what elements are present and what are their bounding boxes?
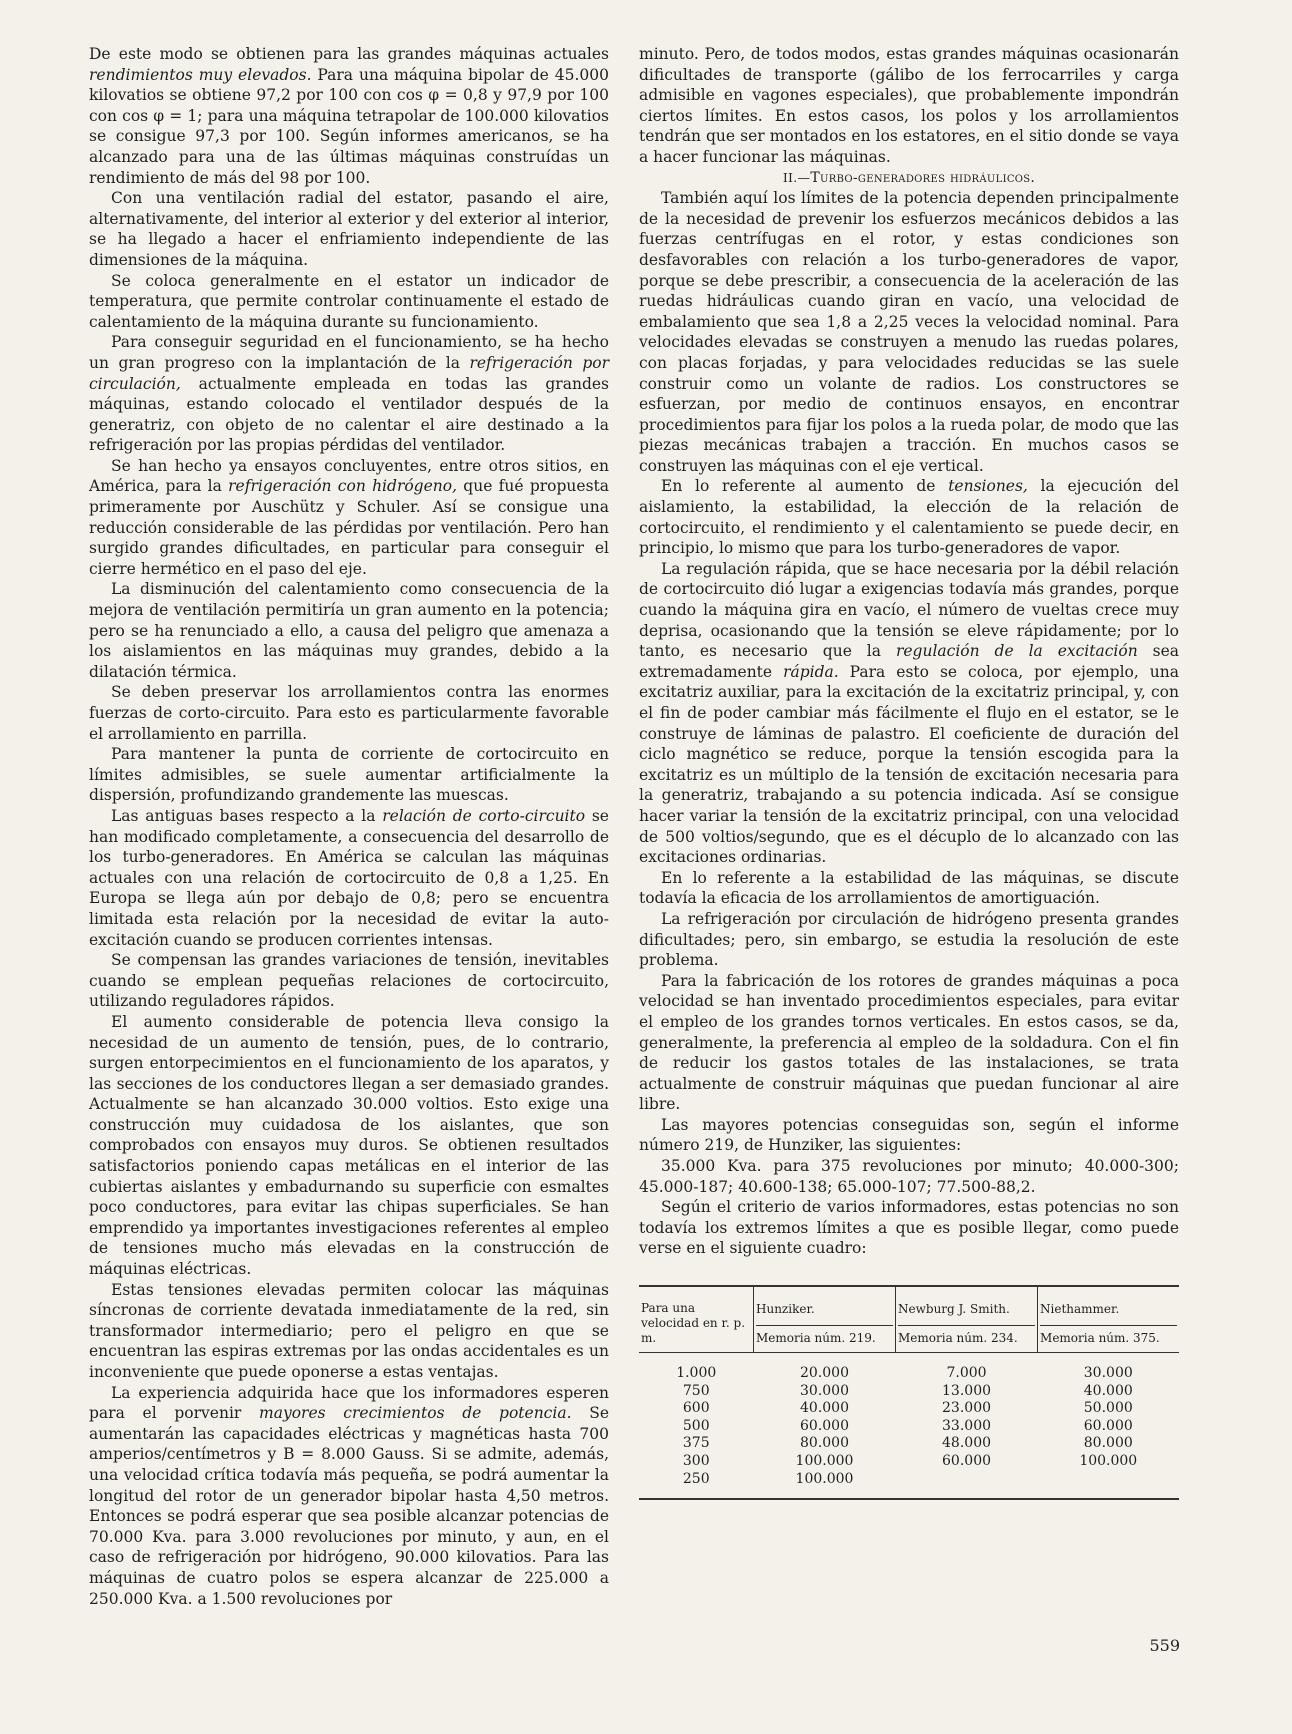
table-header-smith — [896, 1286, 1038, 1353]
table-cell: 40.000 — [1083, 1382, 1133, 1399]
text-run: En lo referente a la estabilidad de las máquinas, se discute todavía la eficacia de los arrollamientos de amortiguación. — [639, 868, 1179, 908]
paragraph — [89, 1012, 609, 1280]
paragraph — [639, 44, 1179, 168]
table-cell: 500 — [682, 1417, 710, 1434]
right-column-bottom — [639, 188, 1179, 1259]
section-number: II.— — [782, 169, 811, 185]
table-cell: 80.000 — [800, 1435, 849, 1452]
table-cell: 60.000 — [942, 1453, 992, 1469]
table-header-hunziker — [754, 1286, 896, 1353]
table-cell: 300 — [682, 1453, 710, 1469]
paragraph — [89, 682, 609, 744]
table-header-ref: Memoria núm. 219. — [756, 1325, 893, 1346]
table-row — [639, 1383, 1179, 1401]
text-run: Para mantener la punta de corriente de cortocircuito en límites admisibles, se suele aumentar artificialmente la dispersión, profundizando grandemente las muescas. — [89, 745, 609, 805]
table-cell: 750 — [682, 1382, 710, 1399]
text-run: Las antiguas bases respecto a la — [111, 806, 383, 825]
text-run: minuto. Pero, de todos modos, estas grandes máquinas ocasionarán dificultades de transporte (gálibo de los ferrocarriles y carga admisible en vagones especiales), que probablemente impondrán ciertos límites. En estos casos, los polos y los arrollamientos tendrán que ser montados en los estatores, en el sitio donde se vaya a hacer funcionar las máquinas. — [639, 45, 1179, 166]
italic-run: rápida. — [783, 662, 839, 681]
text-run: Se aumentarán las capacidades eléctricas y magnéticas hasta 700 amperios/centímetros y B = 8.000 Gauss. Si se admite, además, una velocidad crítica todavía más pequeña, se podrá aumentar la longitud del rotor de un generador bipolar hasta 4,50 metros. Entonces se podrá esperar que sea posible alcanzar potencias de 70.000 Kva. para 3.000 revoluciones por minuto, y aun, en el caso de refrigeración por hidrógeno, 90.000 kilovatios. Para las máquinas de cuatro polos se espera alcanzar de 225.000 a 250.000 Kva. a 1.500 revoluciones por — [89, 1404, 610, 1608]
paragraph — [639, 188, 1179, 476]
text-run: Se han hecho ya ensayos concluyentes, entre otros sitios, en América, para la — [89, 456, 609, 496]
paragraph — [89, 806, 609, 950]
text-run: Para una máquina bipolar de 45.000 kilovatios se obtiene 97,2 por 100 con cos φ = 0,8 y 97,9 por 100 con cos φ = 1; para una máquina tetrapolar de 100.000 kilovatios se consigue 97,3 por 100. Según informes americanos, se ha alcanzado para una de las últimas máquinas construídas un rendimiento de más del 98 por 100. — [89, 65, 609, 187]
text-run: Se compensan las grandes variaciones de tensión, inevitables cuando se emplean pequeñas relaciones de cortocircuito, utilizando reguladores rápidos. — [89, 951, 609, 1011]
italic-run: rendimientos muy elevados. — [89, 65, 312, 84]
table-header-ref: Memoria núm. 375. — [1040, 1325, 1177, 1346]
italic-run: refrigeración por circulación, — [89, 353, 609, 393]
text-run: se han modificado completamente, a consecuencia del desarrollo de los turbo-generadores. En América se calculan las máquinas actuales con una relación de cortocircuito de 0,8 a 1,25. En Europa se llega aún por debajo de 0,8; pero se encuentra limitada esta relación por la necesidad de evitar la auto-excitación cuando se producen corrientes intensas. — [89, 806, 609, 949]
paragraph — [89, 332, 609, 456]
table-cell: 600 — [682, 1400, 710, 1417]
paragraph — [639, 909, 1179, 971]
table-body — [639, 1353, 1179, 1500]
table-cell: 40.000 — [800, 1400, 849, 1417]
table-cell: 375 — [682, 1435, 710, 1452]
text-run: Se deben preservar los arrollamientos contra las enormes fuerzas de corto-circuito. Para esto es particularmente favorable el arrollamiento en parrilla. — [89, 683, 609, 743]
text-run: la ejecución del aislamiento, la estabilidad, la elección de la relación de cortocircuito, el rendimiento y el calentamiento se puede decir, en principio, lo mismo que para los turbo-generadores de vapor. — [639, 477, 1179, 558]
paragraph — [639, 559, 1179, 868]
page-number: 559 — [1149, 1636, 1180, 1655]
right-column-top — [639, 44, 1179, 168]
paragraph — [639, 1197, 1179, 1259]
paragraph — [639, 1156, 1179, 1197]
text-run: También aquí los límites de la potencia dependen principalmente de la necesidad de prevenir los esfuerzos mecánicos debidos a las fuerzas centrífugas en el rotor, y estas condiciones son desfavorables con relación a los turbo-generadores de vapor, porque se debe prescribir, a consecuencia de la aceleración de las ruedas hidráulicas cuando giran en vacío, una velocidad de embalamiento que sea 1,8 a 2,25 veces la velocidad nominal. Para velocidades elevadas se construyen a menudo las ruedas polares, con placas forjadas, y para velocidades reducidas se las suele construir como un volante de radios. Los constructores se esfuerzan, por medio de continuos ensayos, en encontrar procedimientos para fijar los polos a la rueda polar, de modo que las piezas mecánicas trabajen a tracción. En muchos casos se construyen las máquinas con el eje vertical. — [639, 189, 1179, 475]
paragraph — [89, 44, 609, 188]
table-row — [639, 1453, 1179, 1471]
text-run: Para conseguir seguridad en el funcionamiento, se ha hecho un gran progreso con la implantación de la — [89, 333, 609, 372]
table-cell: 60.000 — [800, 1417, 849, 1434]
table-cell: 80.000 — [1083, 1435, 1133, 1452]
text-run: actualmente empleada en todas las grandes máquinas, estando colocado el ventilador después de la generatriz, con objeto de no calentar el aire destinado a la refrigeración por las propias pérdidas del ventilador. — [89, 374, 609, 455]
text-run: La refrigeración por circulación de hidrógeno presenta grandes dificultades; pero, sin embargo, se estudia la resolución de este problema. — [639, 909, 1179, 970]
table-footer-rule — [639, 1499, 1179, 1502]
text-run: Se coloca generalmente en el estator un indicador de temperatura, que permite controlar continuamente el estado de calentamiento de la máquina durante su funcionamiento. — [89, 271, 609, 331]
text-run: sea extremadamente — [639, 642, 1179, 681]
table-cell: 1.000 — [676, 1365, 717, 1382]
table-cell: 30.000 — [800, 1382, 849, 1399]
paragraph — [89, 456, 609, 580]
table-row — [639, 1435, 1179, 1453]
paragraph — [639, 1115, 1179, 1156]
table-row — [639, 1353, 1179, 1383]
text-run: que fué propuesta primeramente por Auschütz y Schuler. Así se consigue una reducción considerable de las pérdidas por ventilación. Pero han surgido grandes dificultades, en particular para conseguir el cierre hermético en el paso del eje. — [89, 477, 610, 578]
text-run: Con una ventilación radial del estator, pasando el aire, alternativamente, del interior al exterior y del exterior al interior, se ha llegado a hacer el enfriamiento independiente de las dimensiones de la máquina. — [89, 189, 609, 269]
text-run: Según el criterio de varios informadores, estas potencias no son todavía los extremos límites a que es posible llegar, como puede verse en el siguiente cuadro: — [639, 1198, 1179, 1258]
table-header-name: Niethammer. — [1040, 1302, 1120, 1317]
paragraph — [89, 950, 609, 1012]
table-header-name: Hunziker. — [756, 1302, 815, 1317]
table-cell: 20.000 — [800, 1365, 849, 1382]
table-cell: 100.000 — [795, 1470, 854, 1487]
section-title: Turbo-generadores hidráulicos. — [810, 169, 1036, 186]
table-cell: 60.000 — [1083, 1417, 1133, 1434]
section-heading — [639, 168, 1179, 189]
text-run: 35.000 Kva. para 375 revoluciones por minuto; 40.000-300; 45.000-187; 40.600-138; 65.000-107; 77.500-88,2. — [639, 1157, 1179, 1196]
table-row — [639, 1471, 1179, 1500]
power-table-wrap — [639, 1285, 1179, 1502]
table-cell: 100.000 — [795, 1453, 854, 1469]
italic-run: mayores crecimientos de potencia. — [259, 1404, 572, 1423]
text-run: En lo referente al aumento de — [661, 477, 949, 496]
text-run: La experiencia adquirida hace que los informadores esperen para el porvenir — [89, 1383, 609, 1423]
table-cell: 50.000 — [1083, 1400, 1133, 1417]
paragraph — [89, 271, 609, 333]
italic-run: tensiones, — [948, 477, 1028, 496]
paragraph — [639, 476, 1179, 558]
table-cell: 23.000 — [942, 1400, 992, 1417]
text-run: Para esto se coloca, por ejemplo, una excitatriz auxiliar, para la excitación de la excitatriz principal, y, con el fin de poder cambiar más fácilmente el flujo en el estator, se le construye de láminas de palastro. El coeficiente de duración del ciclo magnético se reduce, porque la tensión escogida para la excitatriz es un múltiplo de la tensión de excitación necesaria para la generatriz, trabajando a su potencia indicada. Así se consigue hacer variar la tensión de la excitatriz principal, con una velocidad de 500 voltios/segundo, que es el décuplo de lo alcanzado con las excitaciones ordinarias. — [639, 662, 1179, 867]
table-cell: 250 — [682, 1470, 710, 1487]
italic-run: relación de corto-circuito — [382, 806, 586, 825]
left-column — [89, 44, 609, 1609]
text-run: Para la fabricación de los rotores de grandes máquinas a poca velocidad se han inventado procedimientos especiales, para evitar el empleo de los grandes tornos verticales. En estos casos, se da, generalmente, la preferencia al empleo de la soldadura. Con el fin de reducir los gastos totales de las instalaciones, se trata actualmente de construir máquinas que puedan funcionar al aire libre. — [639, 971, 1179, 1114]
table-cell: 33.000 — [942, 1417, 992, 1434]
table-cell: 48.000 — [942, 1435, 992, 1452]
italic-run: refrigeración con hidrógeno, — [228, 477, 458, 496]
table-cell: 100.000 — [1079, 1453, 1138, 1469]
text-run: De este modo se obtienen para las grandes máquinas actuales — [89, 45, 609, 63]
table-header-speed: Para una velocidad en r. p. m. — [639, 1286, 754, 1353]
paragraph — [89, 579, 609, 682]
table-cell: 7.000 — [946, 1365, 987, 1382]
power-table — [639, 1285, 1179, 1502]
paragraph — [89, 1383, 609, 1610]
table-cell — [1038, 1471, 1179, 1500]
text-run: Estas tensiones elevadas permiten colocar las máquinas síncronas de corriente devatada inmediatamente de la red, sin transformador intermediario; pero el peligro en que se encuentran las espiras extremas por las ondas accidentales es un inconveniente que puede oponerse a estas ventajas. — [89, 1280, 609, 1381]
text-run: Las mayores potencias conseguidas son, según el informe número 219, de Hunziker, las siguientes: — [639, 1115, 1179, 1155]
italic-run: regulación de la excitación — [895, 642, 1138, 661]
table-row — [639, 1418, 1179, 1436]
table-header-niethammer — [1038, 1286, 1179, 1353]
table-cell: 30.000 — [1083, 1365, 1133, 1382]
table-header-name: Newburg J. Smith. — [898, 1302, 1010, 1317]
paragraph — [89, 188, 609, 270]
paragraph — [89, 744, 609, 806]
text-run: La disminución del calentamiento como consecuencia de la mejora de ventilación permitiría un gran aumento en la potencia; pero se ha renunciado a ello, a causa del peligro que amenaza a los aislamientos en las máquinas muy grandes, debido a la dilatación térmica. — [89, 580, 609, 681]
table-cell: 13.000 — [942, 1382, 992, 1399]
text-run: La regulación rápida, que se hace necesaria por la débil relación de cortocircuito dió lugar a exigencias todavía más grandes, porque cuando la máquina gira en vacío, el número de vueltas crece muy deprisa, ocasionando que la tensión se eleve rápidamente; por lo tanto, es necesario que la — [639, 559, 1179, 661]
paragraph — [639, 868, 1179, 909]
table-header-ref: Memoria núm. 234. — [898, 1325, 1035, 1346]
table-row — [639, 1400, 1179, 1418]
right-column — [639, 44, 1179, 1502]
table-cell — [896, 1471, 1038, 1500]
paragraph — [639, 971, 1179, 1115]
table-header — [639, 1286, 1179, 1353]
paragraph — [89, 1280, 609, 1383]
text-run: El aumento considerable de potencia lleva consigo la necesidad de un aumento de tensión, pues, de lo contrario, surgen entorpecimientos en el funcionamiento de los aparatos, y las secciones de los conductores llegan a ser demasiado grandes. Actualmente se han alcanzado 30.000 voltios. Esto exige una construcción muy cuidadosa de los aislantes, que son comprobados con ensayos muy duros. Se obtienen resultados satisfactorios poniendo capas metálicas en el interior de las cubiertas aislantes y embadurnando su superficie con esmaltes poco conductores, para evitar las chipas superficiales. Se han emprendido ya importantes investigaciones referentes al empleo de tensiones mucho más elevadas en la construcción de máquinas eléctricas. — [89, 1012, 609, 1279]
